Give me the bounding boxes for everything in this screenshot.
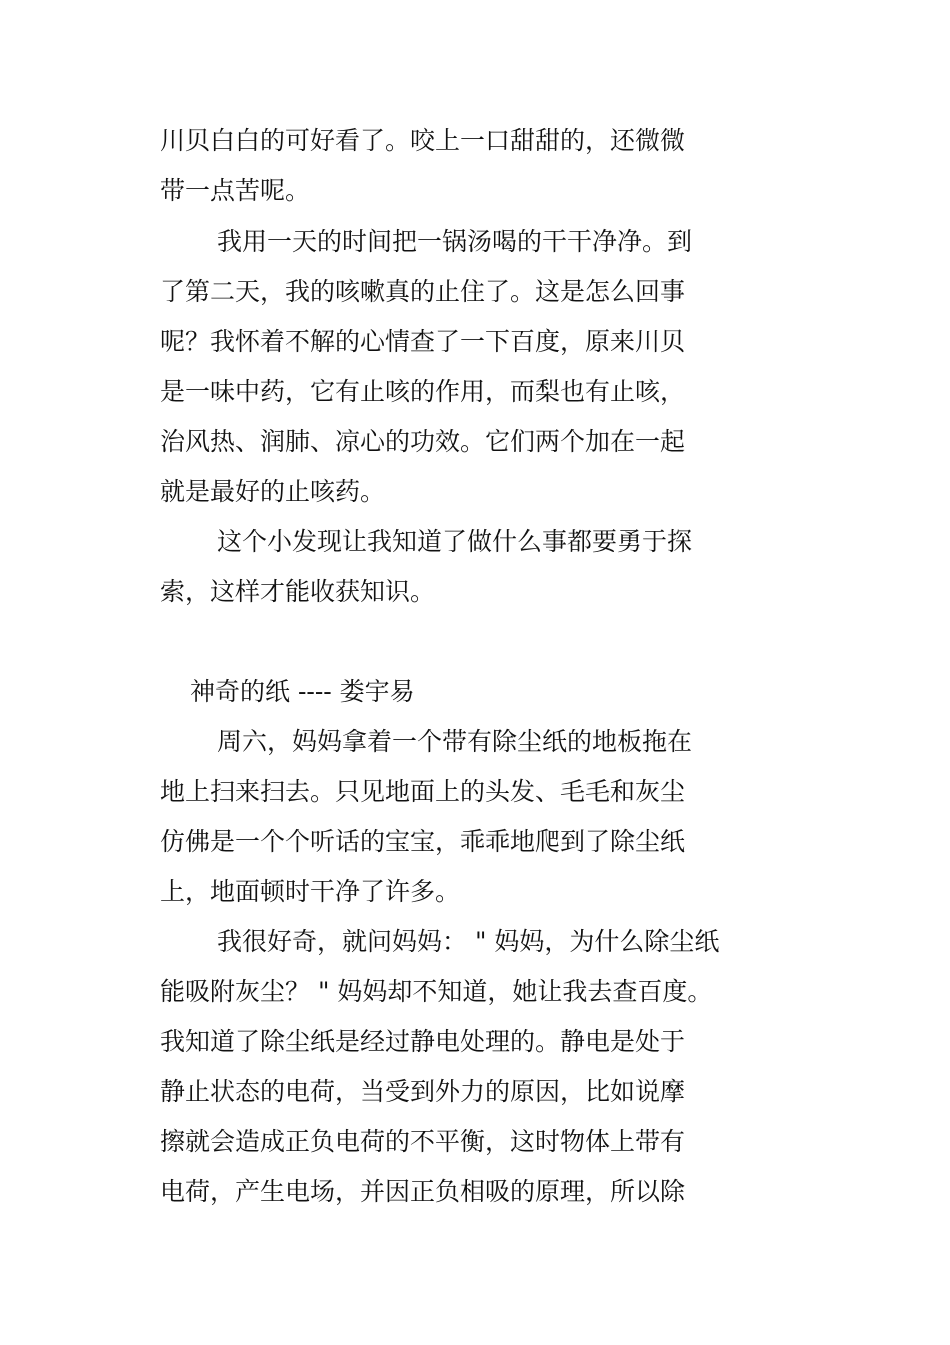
text-line: 带一点苦呢。 — [160, 176, 311, 205]
text-line: 川贝白白的可好看了。咬上一口甜甜的，还微微 — [160, 126, 686, 155]
paragraph-start-line: 我很好奇，就问妈妈： " 妈妈，为什么除尘纸 — [217, 927, 720, 956]
text-line: 了第二天，我的咳嗽真的止住了。这是怎么回事 — [160, 277, 686, 306]
paragraph-start-line: 我用一天的时间把一锅汤喝的干干净净。到 — [217, 227, 693, 256]
text-line: 静止状态的电荷，当受到外力的原因，比如说摩 — [160, 1077, 686, 1106]
paragraph-start-line: 周六，妈妈拿着一个带有除尘纸的地板拖在 — [217, 727, 693, 756]
text-line: 地上扫来扫去。只见地面上的头发、毛毛和灰尘 — [160, 777, 686, 806]
text-line: 上，地面顿时干净了许多。 — [160, 877, 461, 906]
article-title: 神奇的纸 ---- 娄宇易 — [190, 677, 415, 706]
text-line: 能吸附灰尘？ " 妈妈却不知道，她让我去查百度。 — [160, 977, 713, 1006]
text-line: 治风热、润肺、凉心的功效。它们两个加在一起 — [160, 427, 686, 456]
text-line: 是一味中药，它有止咳的作用，而梨也有止咳， — [160, 377, 686, 406]
text-line: 索，这样才能收获知识。 — [160, 577, 436, 606]
text-line: 电荷，产生电场，并因正负相吸的原理，所以除 — [160, 1177, 686, 1206]
text-line: 我知道了除尘纸是经过静电处理的。静电是处于 — [160, 1027, 686, 1056]
text-line: 仿佛是一个个听话的宝宝，乖乖地爬到了除尘纸 — [160, 827, 686, 856]
text-line: 擦就会造成正负电荷的不平衡，这时物体上带有 — [160, 1127, 686, 1156]
text-line: 呢？我怀着不解的心情查了一下百度，原来川贝 — [160, 327, 686, 356]
paragraph-start-line: 这个小发现让我知道了做什么事都要勇于探 — [217, 527, 693, 556]
text-line: 就是最好的止咳药。 — [160, 477, 386, 506]
